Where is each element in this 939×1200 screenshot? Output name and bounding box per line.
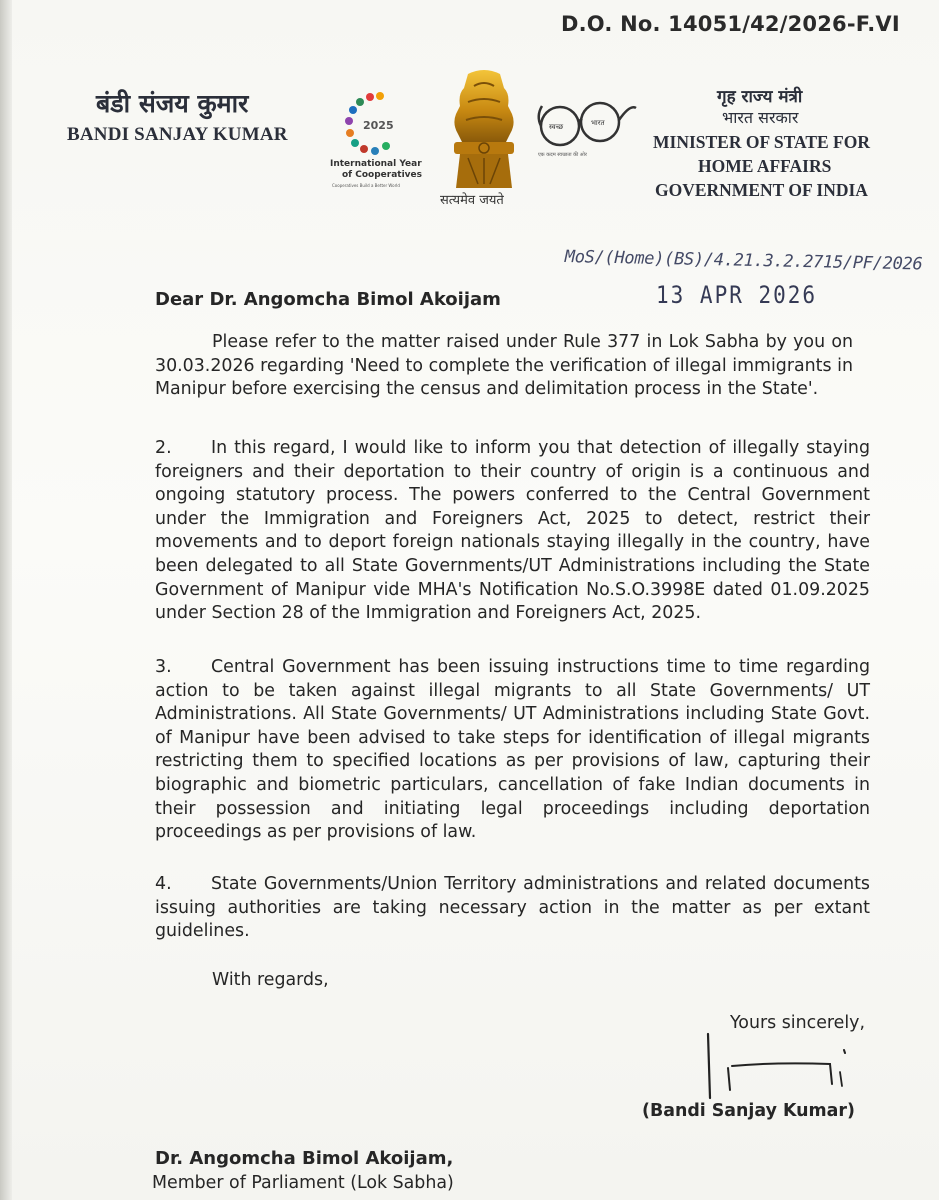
coop-year: 2025	[363, 119, 394, 132]
paragraph-3-text: Central Government has been issuing instructions time to time regarding action to be taken against illegal migrants to all State Governments/ UT Administrations. All State Governments/ UT Administrations including State Govt. of Manipur have been advised to take steps for identification of illegal migrants restricting them to specified locations as per provisions of law, capturing their biographic and biometric particulars, cancellation of fake Indian documents in their possession and initiating legal proceedings including deportation proceedings as per provisions of law.	[155, 657, 870, 843]
receipt-stamp-date: 13 APR 2026	[656, 281, 818, 309]
paragraph-2-number: 2.	[155, 438, 172, 458]
signer-name: (Bandi Sanjay Kumar)	[642, 1101, 855, 1121]
coop-line2: of Cooperatives	[342, 170, 422, 180]
addressee-designation: Member of Parliament (Lok Sabha)	[152, 1173, 454, 1193]
addressee-name: Dr. Angomcha Bimol Akoijam,	[155, 1148, 454, 1169]
closing: Yours sincerely,	[730, 1013, 866, 1033]
international-year-of-cooperatives-logo	[330, 88, 436, 200]
swachh-left-text: स्वच्छ	[549, 123, 564, 131]
government-hindi: भारत सरकार	[722, 108, 799, 127]
paragraph-4-number: 4.	[155, 874, 172, 894]
swachh-right-text: भारत	[591, 119, 605, 127]
coop-line1: International Year	[330, 159, 422, 169]
paragraph-3-number: 3.	[155, 657, 172, 677]
ministry-title-line3: GOVERNMENT OF INDIA	[655, 180, 868, 200]
paragraph-2-text: In this regard, I would like to inform you that detection of illegally staying foreigners and their deportation to their country of origin is a continuous and ongoing statutory process. The powers conferred to the Central Government under the Immigration and Foreigners Act, 2025 to detect, restrict their movements and to deport foreign nationals staying illegally in the country, have been delegated to all State Governments/UT Administrations including the State Government of Manipur vide MHA's Notification No.S.O.3998E dated 01.09.2025 under Section 28 of the Immigration and Foreigners Act, 2025.	[155, 438, 870, 624]
swachh-bharat-logo	[532, 98, 640, 162]
swachh-caption: एक कदम स्वच्छता की ओर	[538, 152, 587, 158]
paragraph-4-text: State Governments/Union Territory administrations and related documents issuing authorities are taking necessary action in the matter as per extant guidelines.	[155, 874, 870, 942]
do-number: D.O. No. 14051/42/2026-F.VI	[561, 12, 900, 36]
emblem-motto: सत्यमेव जयते	[440, 193, 504, 208]
coop-tagline: Cooperatives Build a Better World	[332, 183, 400, 188]
regards: With regards,	[212, 970, 329, 990]
salutation: Dear Dr. Angomcha Bimol Akoijam	[155, 289, 501, 310]
page-edge-shadow	[0, 0, 12, 1200]
ministry-title-hindi: गृह राज्य मंत्री	[717, 87, 803, 107]
ministry-title-line2: HOME AFFAIRS	[698, 156, 832, 176]
paragraph-2	[155, 437, 870, 626]
handwritten-signature	[706, 1032, 846, 1102]
ministry-title-line1: MINISTER OF STATE FOR	[653, 132, 870, 152]
receipt-stamp-reference: MoS/(Home)(BS)/4.21.3.2.2715/PF/2026	[564, 247, 923, 275]
paragraph-4	[155, 873, 870, 944]
paragraph-1: Please refer to the matter raised under Rule 377 in Lok Sabha by you on 30.03.2026 regarding 'Need to complete the verification of illegal immigrants in Manipur before exercising the census and delimitation process in the State'.	[155, 332, 853, 400]
minister-name-english: BANDI SANJAY KUMAR	[67, 124, 288, 145]
minister-name-hindi: बंडी संजय कुमार	[96, 89, 249, 118]
paragraph-3	[155, 656, 870, 845]
